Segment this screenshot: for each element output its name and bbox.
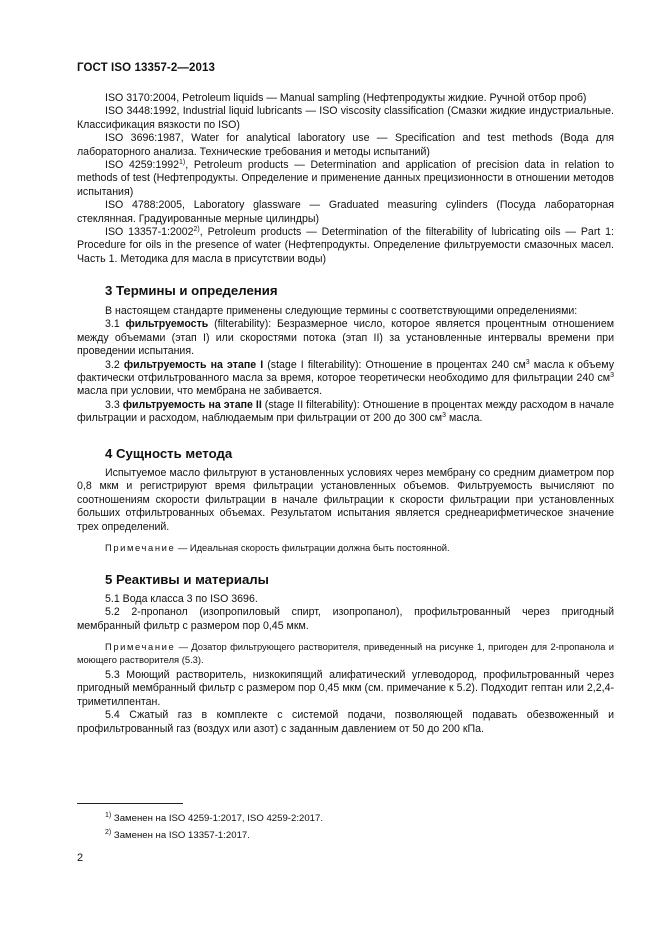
reference-item: ISO 3170:2004, Petroleum liquids — Manual sampling (Нефтепродукты жидкие. Ручной отбор проб)	[105, 92, 587, 104]
note-label: Примечание	[105, 641, 176, 652]
item-5-2: 5.2 2-пропанол (изопропиловый спирт, изопропанол), профильтрованный через пригодный мембранный фильтр с размером пор 0,45 мкм.	[77, 606, 614, 632]
reference-item: ISO 4259:1992$^{1)}$, Petroleum products — Determination and application of precision data in relation to methods of test (Нефтепродукты. Определение и применение данных прецизионности в отношении методов испытания)	[77, 159, 614, 198]
section-4-note: Примечание — Идеальная скорость фильтрации должна быть постоянной.	[105, 542, 450, 553]
section-3-body	[77, 305, 614, 426]
definition-3-3: 3.3 фильтруемость на этапе II (stage II filterability): Отношение в процентах между расходом в начале фильтрации и расходом, наблюдаемым при фильтрации от 200 до 300 $см^3$ масла.	[77, 398, 615, 425]
section-5-note: Примечание — Дозатор фильтрующего растворителя, приведенный на рисунке 1, пригоден для 2-пропанола и моющего растворителя (5.3).	[77, 641, 614, 666]
reference-item: ISO 13357-1:2002$^{2)}$, Petroleum products — Determination of the filterability of lubricating oils — Part 1: Procedure for oils in the presence of water (Нефтепродукты. Определение фильтруемости смазочных масел. Часть 1. Методика для масла в присутствии воды)	[77, 226, 614, 265]
section-5-body-a	[77, 593, 614, 633]
section-4-heading: 4 Сущность метода	[105, 446, 233, 461]
reference-item: ISO 3448:1992, Industrial liquid lubricants — ISO viscosity classification (Смазки жидкие индустриальные. Классификация вязкости по ISO)	[77, 105, 614, 131]
section-5-body-b	[77, 669, 614, 736]
item-5-3: 5.3 Моющий растворитель, низкокипящий алифатический углеводород, профильтрованный через пригодный мембранный фильтр с размером пор 0,45 мкм (см. примечание к 5.2). Подходит гептан или 2,2,4-триметилпентан.	[77, 669, 614, 708]
item-5-4: 5.4 Сжатый газ в комплекте с системой подачи, позволяющей подавать обезвоженный и профильтрованный газ (воздух или азот) с заданным давлением от 50 до 200 кПа.	[77, 709, 614, 735]
reference-item: ISO 3696:1987, Water for analytical laboratory use — Specification and test methods (Вода для лабораторного анализа. Технические требования и методы испытаний)	[77, 132, 614, 158]
footnote-2: $^{2)}$ Заменен на ISO 13357-1:2017.	[105, 829, 250, 841]
references-list	[77, 92, 614, 266]
note-label: Примечание	[105, 542, 176, 553]
document-header: ГОСТ ISO 13357-2—2013	[77, 62, 215, 74]
section-3-intro: В настоящем стандарте применены следующие термины с соответствующими определениями:	[105, 305, 578, 317]
footnote-separator	[77, 803, 183, 804]
item-5-1: 5.1 Вода класса 3 по ISO 3696.	[105, 593, 258, 605]
definition-3-2: 3.2 фильтруемость на этапе I (stage I filterability): Отношение в процентах 240 $см^3$ масла к объему фактически отфильтрованного масла за время, которое теоретически необходимо для фильтрации 240 $см^3$ масла при условии, что мембрана не забивается.	[77, 358, 614, 398]
section-5-heading: 5 Реактивы и материалы	[105, 572, 269, 587]
section-4-body: Испытуемое масло фильтруют в установленных условиях через мембрану со средним диаметром пор 0,8 мкм и регистрируют время фильтрации установленных объемов. Фильтруемость вычисляют по соотношениям скорости фильтрации в начале фильтрации к скорости фильтрации при установленных больших отфильтрованных объемах. Результатом испытания является среднеарифметическое значение трех определений.	[77, 467, 614, 533]
definition-3-1: 3.1 фильтруемость (filterability): Безразмерное число, которое является процентным отношением между объемами (этап I) или скоростями потока (этап II) за установленные интервалы времени при проведении испытания.	[77, 318, 614, 358]
reference-item: ISO 4788:2005, Laboratory glassware — Graduated measuring cylinders (Посуда лабораторная стеклянная. Градуированные мерные цилиндры)	[77, 199, 614, 225]
section-3-heading: 3 Термины и определения	[105, 283, 278, 298]
page-number: 2	[77, 852, 84, 864]
footnote-1: $^{1)}$ Заменен на ISO 4259-1:2017, ISO 4259-2:2017.	[105, 812, 323, 824]
